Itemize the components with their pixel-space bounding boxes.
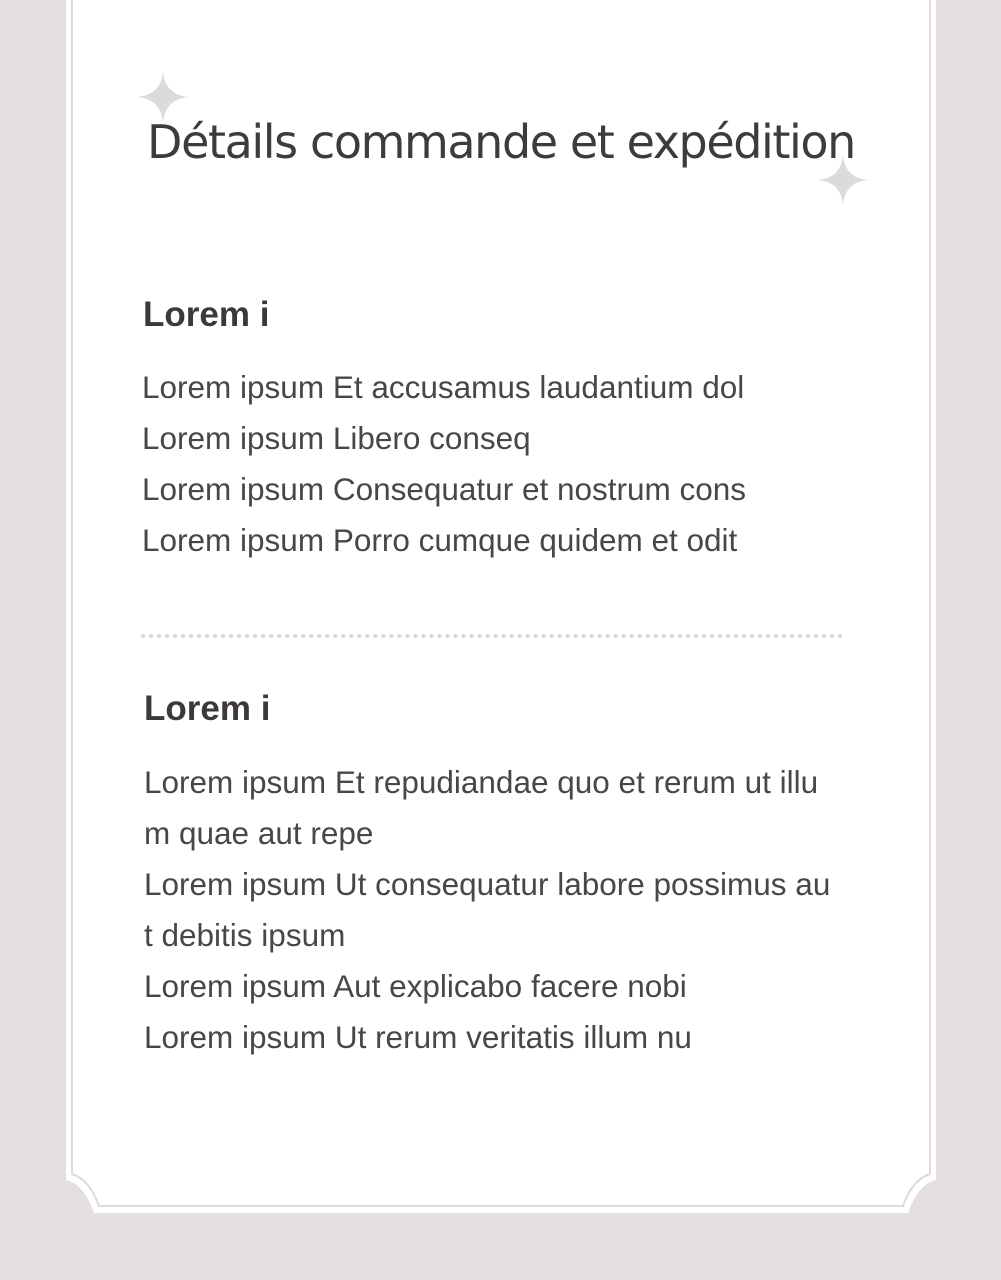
detail-line: Lorem ipsum Ut rerum veritatis illum nu bbox=[144, 1019, 692, 1055]
detail-line: m quae aut repe bbox=[144, 815, 374, 851]
detail-line: Lorem ipsum Porro cumque quidem et odit bbox=[142, 522, 738, 558]
section-heading: Lorem i bbox=[143, 295, 270, 334]
detail-line: Lorem ipsum Ut consequatur labore possimus au bbox=[144, 866, 831, 902]
page-title: Détails commande et expédition bbox=[147, 115, 855, 169]
detail-list bbox=[144, 757, 830, 1063]
detail-line: t debitis ipsum bbox=[144, 917, 346, 953]
detail-list bbox=[142, 362, 746, 566]
detail-line: Lorem ipsum Consequatur et nostrum cons bbox=[142, 471, 747, 507]
detail-line: Lorem ipsum Aut explicabo facere nobi bbox=[144, 968, 687, 1004]
section-heading: Lorem i bbox=[144, 689, 271, 728]
detail-line: Lorem ipsum Et repudiandae quo et rerum ut illu bbox=[144, 764, 819, 800]
section-divider bbox=[141, 634, 843, 638]
detail-line: Lorem ipsum Et accusamus laudantium dol bbox=[142, 369, 745, 405]
detail-line: Lorem ipsum Libero conseq bbox=[142, 420, 531, 456]
